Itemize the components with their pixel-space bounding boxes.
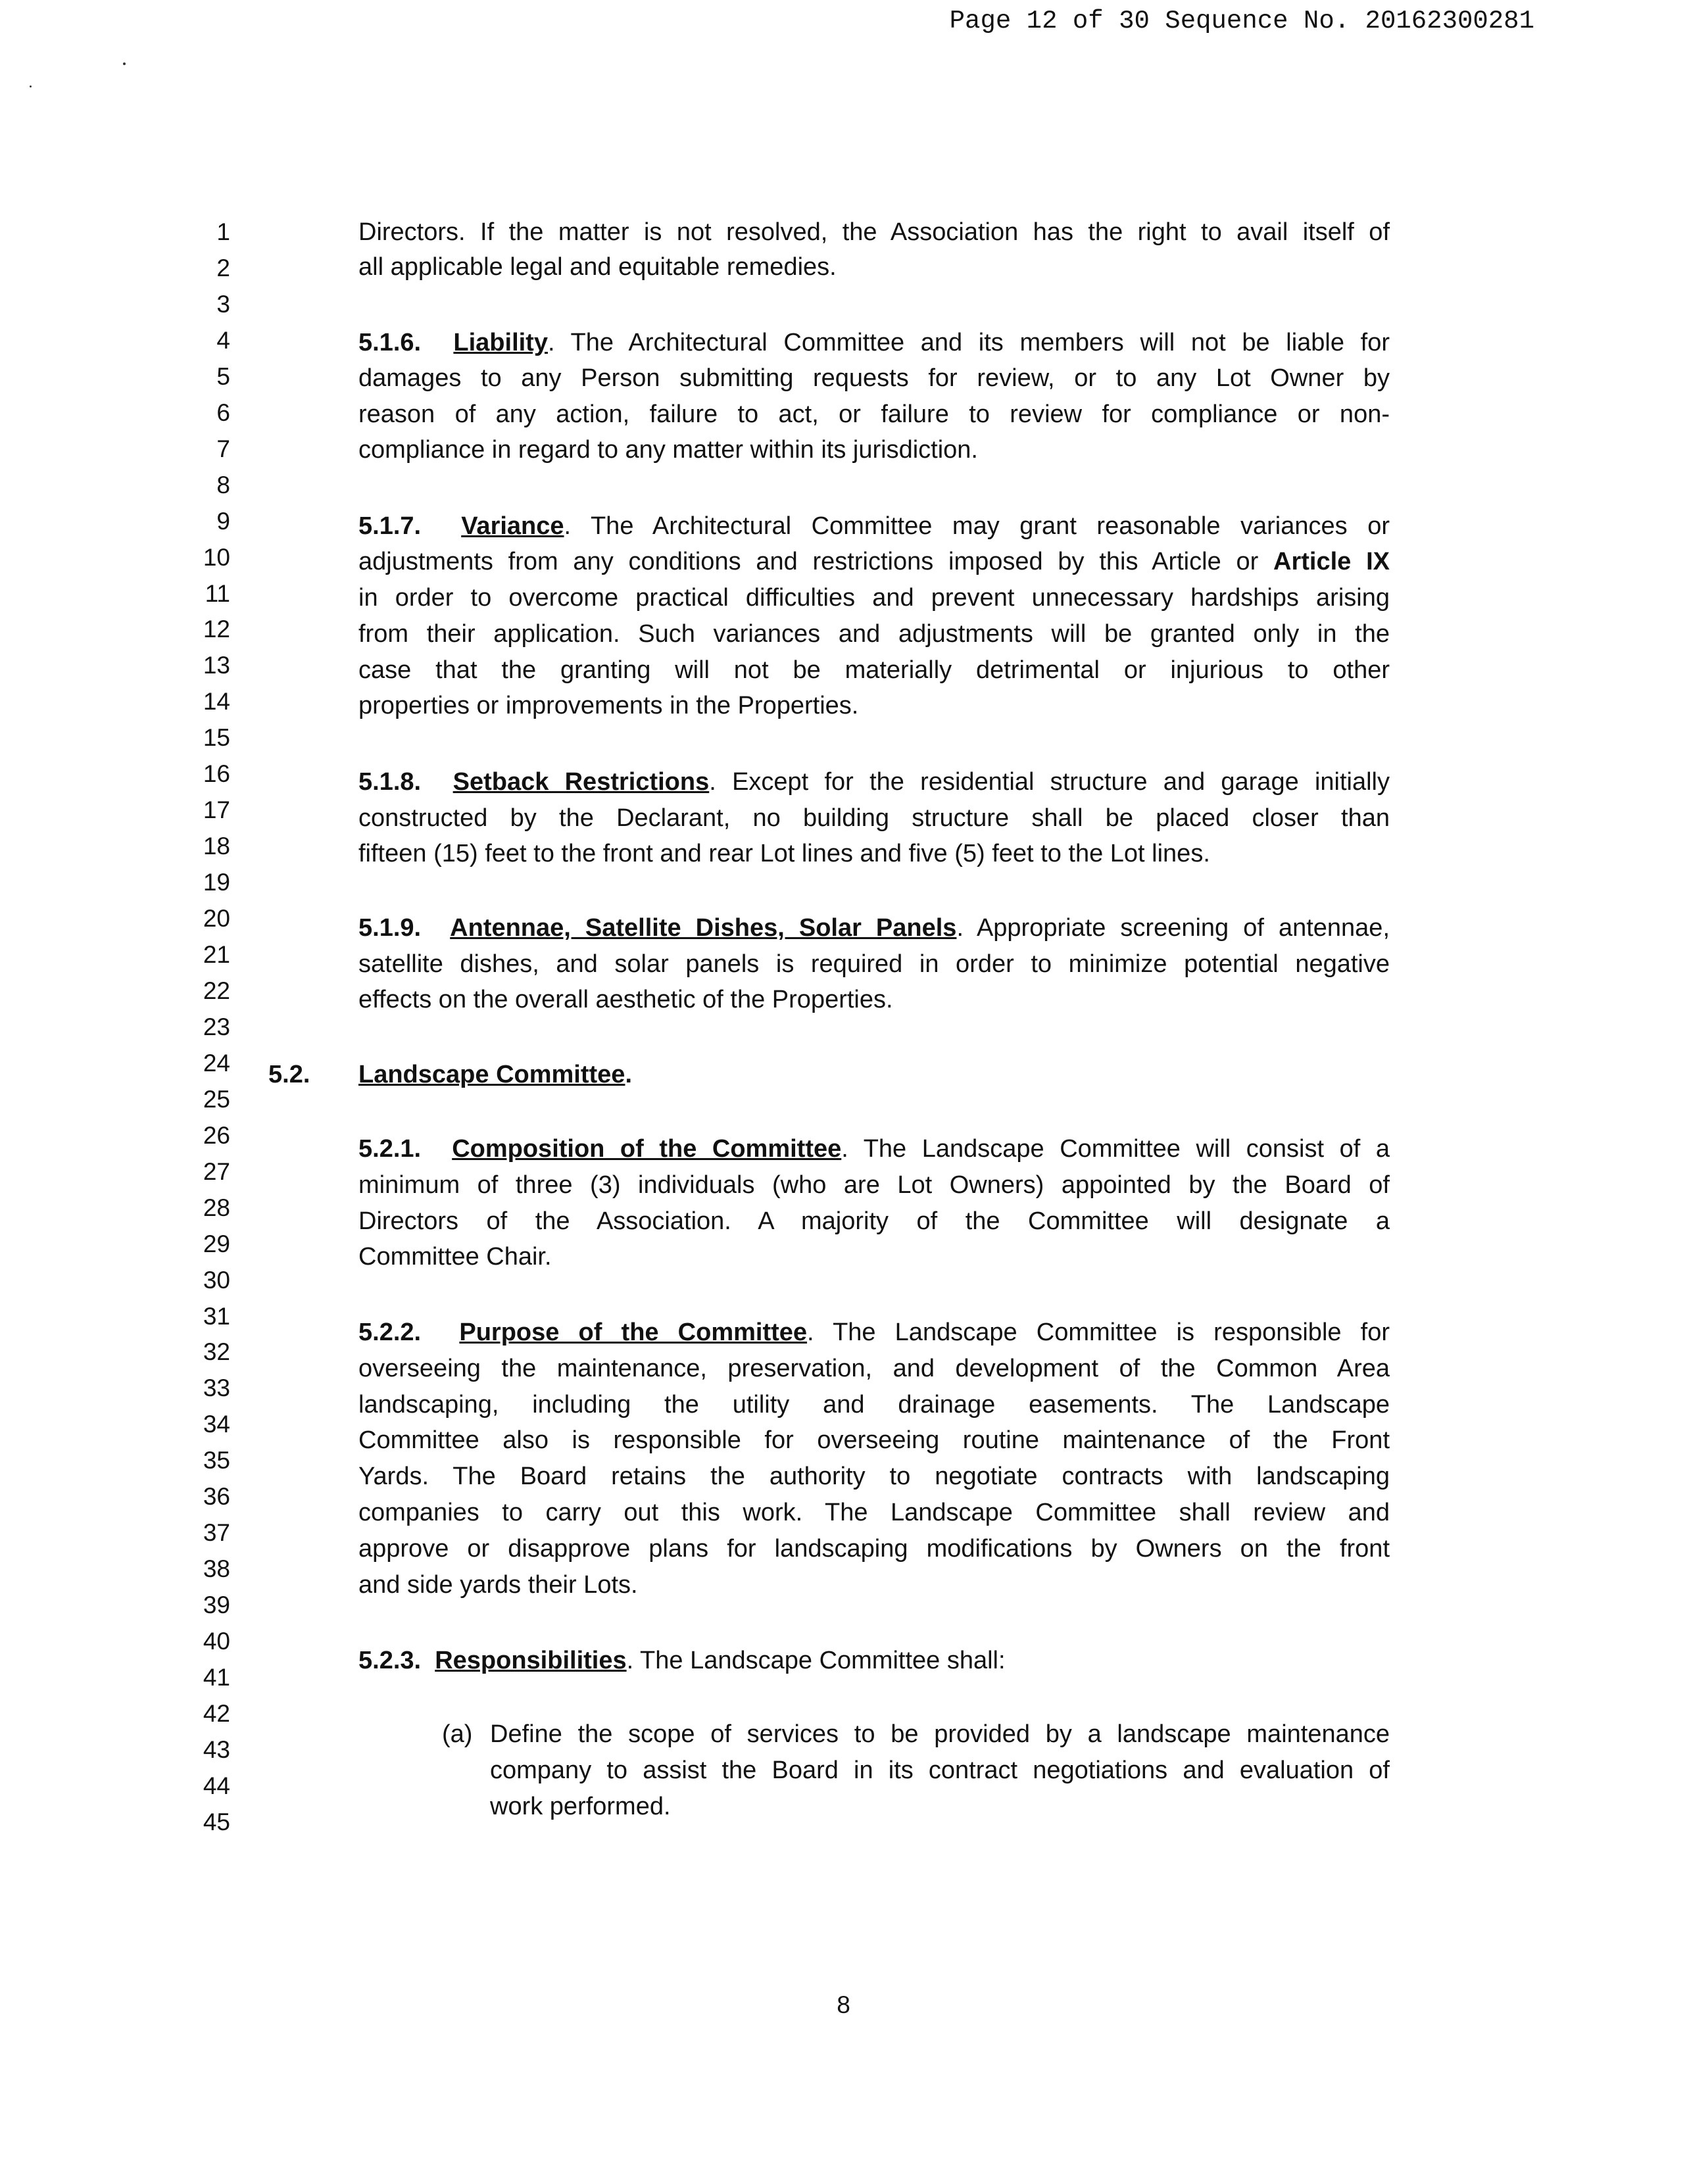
- paragraph-line: minimum of three (3) individuals (who are Lot Owners) appointed by the Board of: [358, 1171, 1390, 1199]
- section-number: 5.2.1.: [358, 1135, 422, 1163]
- paragraph-line: properties or improvements in the Properties.: [358, 692, 859, 719]
- line-number: 16: [203, 760, 230, 787]
- line-number: 42: [203, 1700, 230, 1727]
- section-title: Setback Restrictions: [452, 768, 710, 796]
- section-number: 5.1.8.: [358, 768, 422, 796]
- section-5-2-1-line: 5.2.1. Composition of the Committee. The Landscape Committee will consist of a: [358, 1135, 1390, 1163]
- line-number: 13: [203, 652, 230, 679]
- line-number: 19: [203, 869, 230, 896]
- scan-speck: [30, 85, 32, 87]
- list-item-line: work performed.: [490, 1793, 671, 1820]
- line-number: 15: [203, 724, 230, 751]
- line-number: 7: [216, 435, 230, 462]
- section-title: Responsibilities: [435, 1647, 627, 1674]
- section-number: 5.1.9.: [358, 914, 422, 942]
- line-number: 8: [216, 472, 230, 498]
- section-5-1-8-line: 5.1.8. Setback Restrictions. Except for the residential structure and garage initially: [358, 768, 1390, 796]
- line-number: 26: [203, 1122, 230, 1149]
- line-number: 25: [203, 1086, 230, 1113]
- line-number: 28: [203, 1194, 230, 1221]
- line-number: 35: [203, 1447, 230, 1474]
- list-item-line: Define the scope of services to be provided by a landscape maintenance: [490, 1720, 1390, 1748]
- list-item-label: (a): [442, 1720, 473, 1748]
- paragraph-text: The Landscape Committee is responsible for: [833, 1319, 1390, 1346]
- paragraph-text: The Landscape Committee shall:: [640, 1647, 1006, 1674]
- line-number: 9: [216, 508, 230, 535]
- line-number: 3: [216, 291, 230, 318]
- section-title: Landscape Committee: [358, 1061, 625, 1088]
- section-number: 5.2.2.: [358, 1319, 422, 1346]
- paragraph-line: damages to any Person submitting requests for review, or to any Lot Owner by: [358, 364, 1390, 392]
- line-number: 2: [216, 255, 230, 281]
- paragraph-line: satellite dishes, and solar panels is required in order to minimize potential negative: [358, 950, 1390, 978]
- line-number: 32: [203, 1338, 230, 1365]
- paragraph-line: and side yards their Lots.: [358, 1571, 638, 1599]
- paragraph-line: [358, 548, 1390, 575]
- paragraph-text: adjustments from any conditions and restrictions imposed by this Article or: [358, 548, 1259, 575]
- line-number: 43: [203, 1736, 230, 1763]
- line-number: 38: [203, 1555, 230, 1582]
- section-title: Variance: [461, 512, 564, 540]
- paragraph-line: Yards. The Board retains the authority to negotiate contracts with landscaping: [358, 1463, 1390, 1490]
- paragraph-line: overseeing the maintenance, preservation, and development of the Common Area: [358, 1355, 1390, 1382]
- section-title: Antennae, Satellite Dishes, Solar Panels: [450, 914, 957, 942]
- paragraph-line: Committee also is responsible for overseeing routine maintenance of the Front: [358, 1426, 1390, 1454]
- line-number: 6: [216, 399, 230, 426]
- line-number: 1: [216, 218, 230, 245]
- section-5-1-6-line: 5.1.6. Liability. The Architectural Committee and its members will not be liable for: [358, 329, 1390, 356]
- line-number: 5: [216, 363, 230, 390]
- article-reference: Article IX: [1273, 548, 1390, 575]
- line-number: 29: [203, 1230, 230, 1257]
- section-5-2-heading: Landscape Committee.: [358, 1061, 633, 1088]
- section-number: 5.1.7.: [358, 512, 422, 540]
- section-5-2-2-line: 5.2.2. Purpose of the Committee. The Landscape Committee is responsible for: [358, 1319, 1390, 1346]
- scan-speck: [123, 62, 126, 65]
- line-number: 45: [203, 1808, 230, 1835]
- line-number: 22: [203, 977, 230, 1004]
- paragraph-line: fifteen (15) feet to the front and rear Lot lines and five (5) feet to the Lot lines.: [358, 840, 1210, 867]
- page-header: Page 12 of 30 Sequence No. 20162300281: [949, 7, 1534, 36]
- line-number: 30: [203, 1267, 230, 1294]
- line-number: 11: [205, 580, 230, 607]
- line-number: 18: [203, 833, 230, 860]
- line-number: 33: [203, 1374, 230, 1401]
- section-5-2-3-line: 5.2.3. Responsibilities. The Landscape Committee shall:: [358, 1647, 1006, 1674]
- paragraph-text: The Landscape Committee will consist of a: [863, 1135, 1390, 1163]
- paragraph-text: Except for the residential structure and garage initially: [732, 768, 1390, 796]
- paragraph-line: effects on the overall aesthetic of the Properties.: [358, 986, 893, 1013]
- paragraph-text: The Architectural Committee and its members will not be liable for: [570, 329, 1390, 356]
- section-5-1-9-line: 5.1.9. Antennae, Satellite Dishes, Solar Panels. Appropriate screening of antennae,: [358, 914, 1390, 942]
- line-number: 24: [203, 1050, 230, 1077]
- paragraph-line: Committee Chair.: [358, 1243, 552, 1271]
- paragraph-line: all applicable legal and equitable remedies.: [358, 253, 837, 281]
- paragraph-text: Appropriate screening of antennae,: [976, 914, 1390, 942]
- section-number: 5.2.3.: [358, 1647, 422, 1674]
- section-title: Liability: [453, 329, 548, 356]
- line-number: 21: [203, 941, 230, 968]
- line-number: 20: [203, 905, 230, 932]
- page-number: 8: [837, 1991, 850, 2018]
- paragraph-line: Directors. If the matter is not resolved, the Association has the right to avail itself of: [358, 218, 1390, 246]
- paragraph-line: reason of any action, failure to act, or failure to review for compliance or non-: [358, 400, 1390, 428]
- line-number: 41: [203, 1664, 230, 1691]
- line-number: 36: [203, 1483, 230, 1510]
- line-number: 17: [203, 796, 230, 823]
- paragraph-text: The Architectural Committee may grant reasonable variances or: [590, 512, 1390, 540]
- line-number: 39: [203, 1591, 230, 1618]
- section-5-2-number: 5.2.: [268, 1061, 310, 1088]
- line-number: 12: [203, 616, 230, 643]
- paragraph-line: landscaping, including the utility and drainage easements. The Landscape: [358, 1391, 1390, 1419]
- section-number: 5.1.6.: [358, 329, 422, 356]
- paragraph-line: case that the granting will not be materially detrimental or injurious to other: [358, 656, 1390, 684]
- line-number: 27: [203, 1158, 230, 1185]
- paragraph-line: in order to overcome practical difficulties and prevent unnecessary hardships arising: [358, 584, 1390, 612]
- paragraph-line: compliance in regard to any matter within its jurisdiction.: [358, 436, 978, 464]
- line-number: 37: [203, 1519, 230, 1546]
- paragraph-line: companies to carry out this work. The Landscape Committee shall review and: [358, 1499, 1390, 1526]
- paragraph-line: constructed by the Declarant, no building structure shall be placed closer than: [358, 804, 1390, 832]
- line-number: 34: [203, 1411, 230, 1438]
- line-number: 40: [203, 1628, 230, 1655]
- line-number: 23: [203, 1013, 230, 1040]
- list-item-line: company to assist the Board in its contract negotiations and evaluation of: [490, 1757, 1390, 1784]
- section-5-1-7-line: 5.1.7. Variance. The Architectural Committee may grant reasonable variances or: [358, 512, 1390, 540]
- paragraph-line: from their application. Such variances and adjustments will be granted only in the: [358, 620, 1390, 648]
- line-number: 31: [203, 1303, 230, 1330]
- line-number: 44: [203, 1772, 230, 1799]
- paragraph-line: Directors of the Association. A majority of the Committee will designate a: [358, 1207, 1390, 1235]
- paragraph-line: approve or disapprove plans for landscaping modifications by Owners on the front: [358, 1535, 1390, 1563]
- line-number: 4: [216, 327, 230, 354]
- section-title: Purpose of the Committee: [459, 1319, 808, 1346]
- line-number: 10: [203, 544, 230, 571]
- line-number: 14: [203, 688, 230, 715]
- section-title: Composition of the Committee: [452, 1135, 842, 1163]
